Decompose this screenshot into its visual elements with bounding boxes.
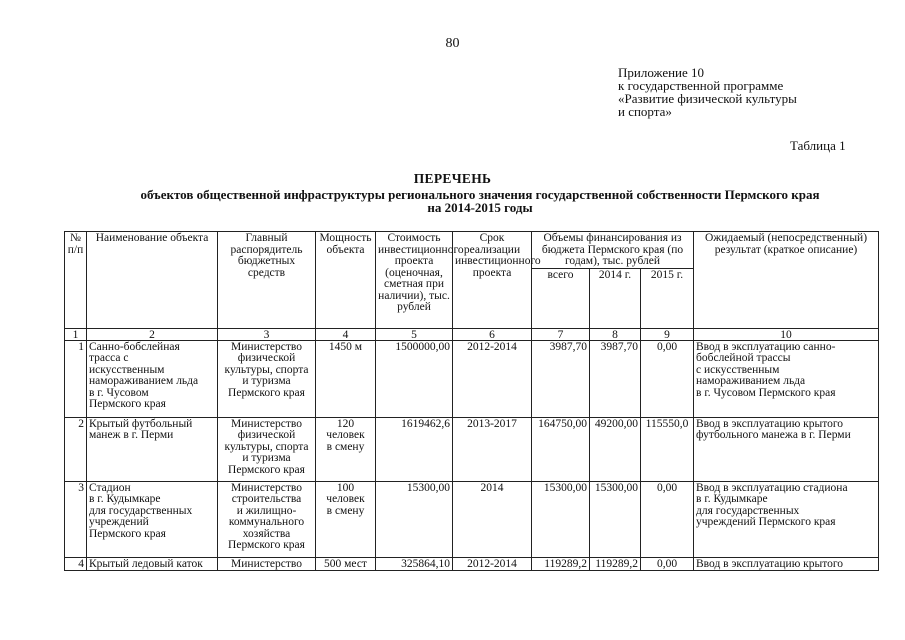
object-capacity: 100 человек в смену <box>316 481 376 557</box>
row-num: 1 <box>65 340 87 417</box>
col-number: 3 <box>218 328 316 340</box>
appendix-line: «Развитие физической культуры <box>618 91 797 106</box>
object-cost: 1619462,6 <box>376 417 453 481</box>
object-manager: Министерство физической культуры, спорта и туризма Пермского края <box>218 340 316 417</box>
row-num: 2 <box>65 417 87 481</box>
object-manager: Министерство <box>218 557 316 571</box>
funding-2014: 49200,00 <box>590 417 641 481</box>
object-manager: Министерство физической культуры, спорта и туризма Пермского края <box>218 417 316 481</box>
funding-2015: 0,00 <box>641 481 694 557</box>
funding-2014: 15300,00 <box>590 481 641 557</box>
appendix-note <box>618 66 797 118</box>
header-total: всего <box>532 268 590 328</box>
table-row <box>65 340 879 417</box>
object-manager: Министерство строительства и жилищно- коммунального хозяйства Пермского края <box>218 481 316 557</box>
header-cost: Стоимость инвестиционного проекта (оценочная, сметная при наличии), тыс. рублей <box>376 232 453 329</box>
funding-total: 3987,70 <box>532 340 590 417</box>
funding-total: 119289,2 <box>532 557 590 571</box>
object-result: Ввод в эксплуатацию санно- бобслейной трассы с искусственным намораживанием льда в г. Чусовом Пермского края <box>694 340 879 417</box>
header-manager: Главный распорядитель бюджетных средств <box>218 232 316 329</box>
object-cost: 1500000,00 <box>376 340 453 417</box>
header-row <box>65 232 879 269</box>
col-number: 9 <box>641 328 694 340</box>
object-term: 2013-2017 <box>453 417 532 481</box>
appendix-line: Приложение 10 <box>618 65 705 80</box>
header-2014: 2014 г. <box>590 268 641 328</box>
table-row <box>65 557 879 571</box>
object-term: 2014 <box>453 481 532 557</box>
table-label: Таблица 1 <box>790 138 846 153</box>
header-term: Срок реализации инвестиционного проекта <box>453 232 532 329</box>
appendix-line: и спорта» <box>618 104 672 119</box>
col-number: 7 <box>532 328 590 340</box>
object-result: Ввод в эксплуатацию крытого <box>694 557 879 571</box>
col-number: 6 <box>453 328 532 340</box>
col-number: 10 <box>694 328 879 340</box>
col-number: 4 <box>316 328 376 340</box>
col-number: 8 <box>590 328 641 340</box>
header-capacity: Мощность объекта <box>316 232 376 329</box>
funding-2014: 3987,70 <box>590 340 641 417</box>
header-name: Наименование объекта <box>87 232 218 329</box>
object-term: 2012-2014 <box>453 557 532 571</box>
object-capacity: 1450 м <box>316 340 376 417</box>
page-number: 80 <box>445 36 460 51</box>
table-row <box>65 417 879 481</box>
col-number: 5 <box>376 328 453 340</box>
object-capacity: 120 человек в смену <box>316 417 376 481</box>
object-name: Крытый футбольный манеж в г. Перми <box>87 417 218 481</box>
document-subtitle: объектов общественной инфраструктуры регионального значения государственной собственности Пермского края на 2014-2015 годы <box>140 187 820 215</box>
col-number: 1 <box>65 328 87 340</box>
table-row <box>65 481 879 557</box>
object-result: Ввод в эксплуатацию стадиона в г. Кудымкаре для государственных учреждений Пермского края <box>694 481 879 557</box>
col-number: 2 <box>87 328 218 340</box>
object-cost: 325864,10 <box>376 557 453 571</box>
funding-total: 15300,00 <box>532 481 590 557</box>
header-num: № п/п <box>65 232 87 329</box>
column-number-row <box>65 328 879 340</box>
funding-2015: 0,00 <box>641 557 694 571</box>
funding-total: 164750,00 <box>532 417 590 481</box>
header-2015: 2015 г. <box>641 268 694 328</box>
row-num: 3 <box>65 481 87 557</box>
object-name: Стадион в г. Кудымкаре для государственных учреждений Пермского края <box>87 481 218 557</box>
row-num: 4 <box>65 557 87 571</box>
header-result: Ожидаемый (непосредственный) результат (краткое описание) <box>694 232 879 329</box>
funding-2015: 0,00 <box>641 340 694 417</box>
object-name: Крытый ледовый каток <box>87 557 218 571</box>
document-title: ПЕРЕЧЕНЬ <box>413 171 492 186</box>
header-funding: Объемы финансирования из бюджета Пермского края (по годам), тыс. рублей <box>532 232 694 269</box>
appendix-line: к государственной программе <box>618 78 784 93</box>
object-term: 2012-2014 <box>453 340 532 417</box>
object-cost: 15300,00 <box>376 481 453 557</box>
object-name: Санно-бобслейная трасса с искусственным намораживанием льда в г. Чусовом Пермского края <box>87 340 218 417</box>
objects-table <box>64 231 879 571</box>
object-result: Ввод в эксплуатацию крытого футбольного манежа в г. Перми <box>694 417 879 481</box>
object-capacity: 500 мест <box>316 557 376 571</box>
funding-2015: 115550,0 <box>641 417 694 481</box>
funding-2014: 119289,2 <box>590 557 641 571</box>
